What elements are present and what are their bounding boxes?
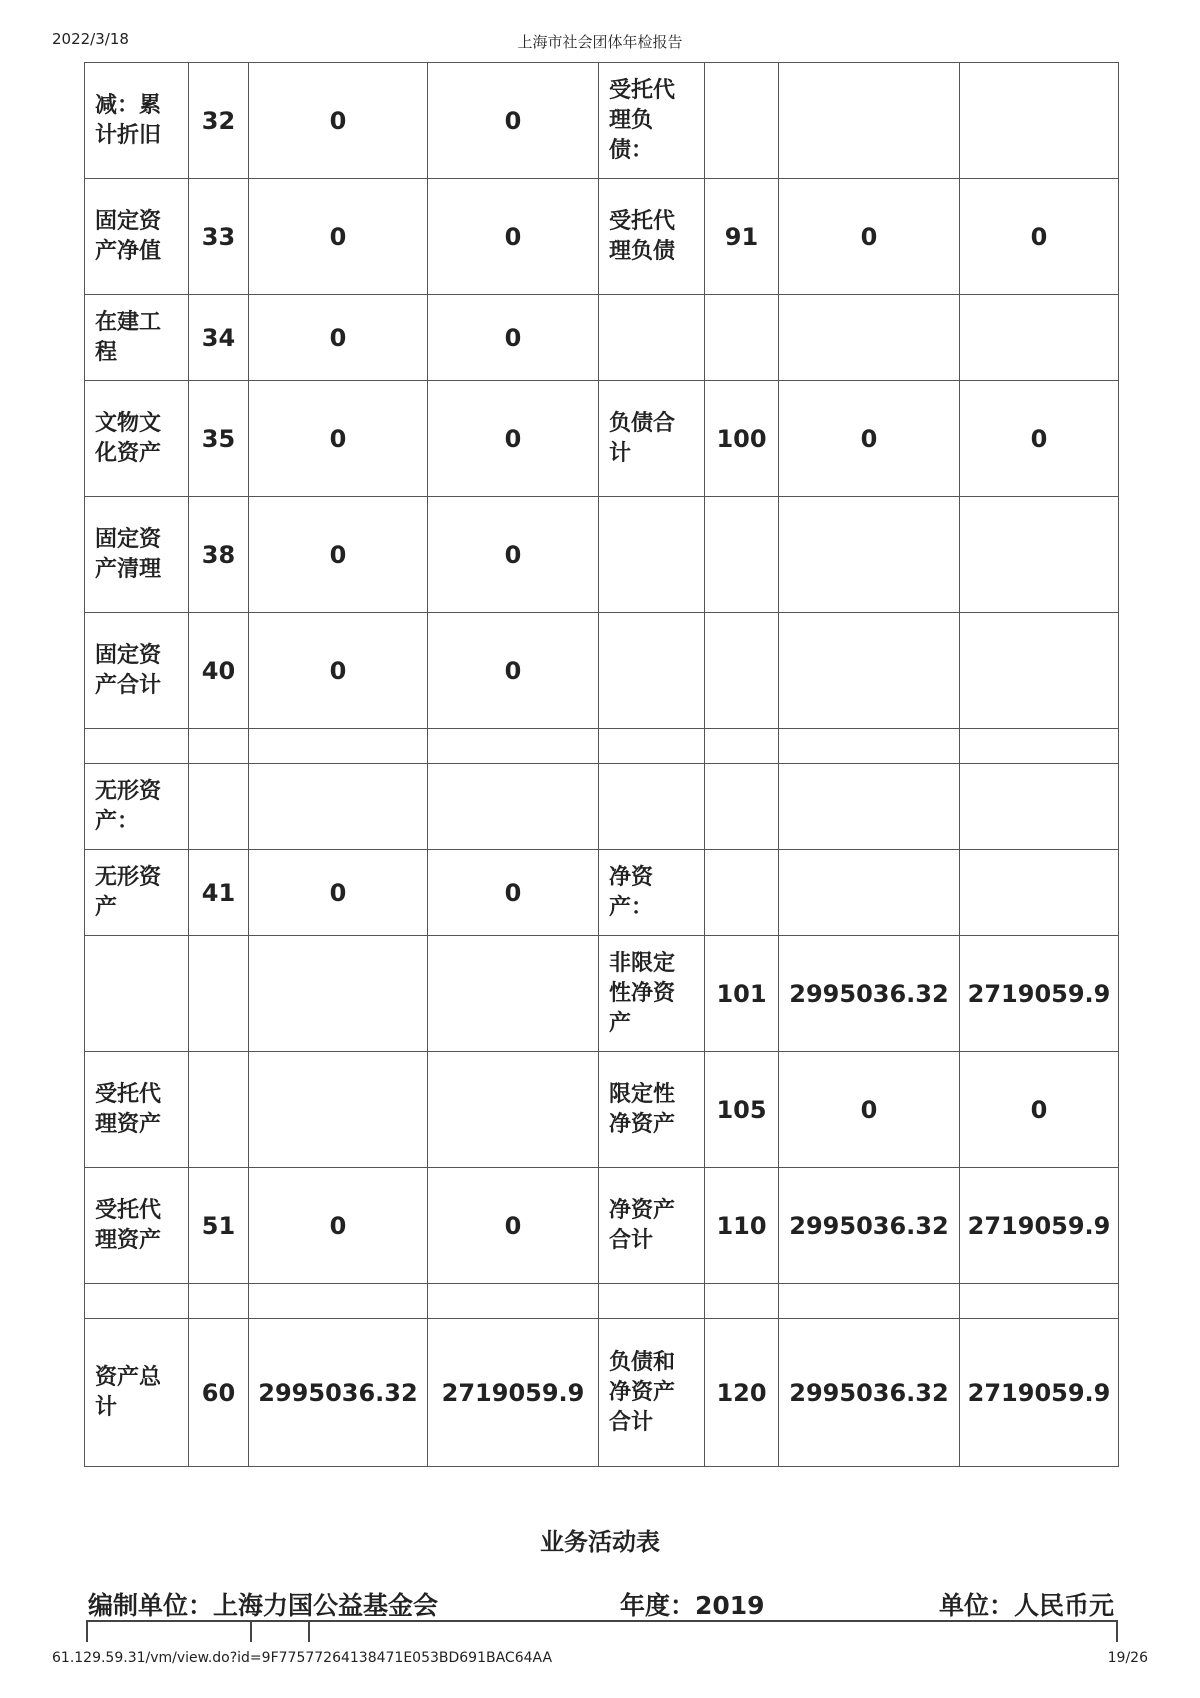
- liability-beginning-value: [960, 1284, 1119, 1319]
- asset-item-label-text: 减：累计折旧: [95, 92, 162, 148]
- liability-beginning-value: [960, 1052, 1119, 1168]
- asset-ending-value: [249, 936, 428, 1052]
- asset-item-label: [85, 850, 189, 936]
- asset-ending-value: [249, 497, 428, 613]
- asset-line-no: [189, 613, 249, 729]
- liability-line-no: [705, 381, 779, 497]
- asset-item-label: [85, 1284, 189, 1319]
- liability-item-label: [599, 295, 705, 381]
- asset-line-no-text: 33: [201, 222, 236, 251]
- table-row: [85, 497, 1119, 613]
- liability-item-label: [599, 1052, 705, 1168]
- asset-ending-value-text: 0: [329, 424, 347, 453]
- asset-item-label-text: 在建工程: [95, 309, 162, 365]
- liability-line-no: [705, 613, 779, 729]
- asset-line-no-text: 40: [201, 656, 236, 685]
- asset-item-label-text: 文物文化资产: [95, 410, 162, 466]
- asset-ending-value-text: 2995036.32: [258, 1378, 418, 1407]
- asset-item-label: [85, 1319, 189, 1467]
- liability-ending-value: [779, 63, 960, 179]
- asset-item-label: [85, 63, 189, 179]
- asset-ending-value: [249, 295, 428, 381]
- asset-beginning-value: [428, 179, 599, 295]
- liability-ending-value-text: 2995036.32: [789, 1211, 949, 1240]
- liability-item-label: [599, 1284, 705, 1319]
- asset-beginning-value-text: 0: [504, 106, 522, 135]
- document-title: 上海市社会团体年检报告: [517, 33, 683, 51]
- liability-line-no-text: 100: [716, 424, 767, 453]
- asset-beginning-value-text: 0: [504, 540, 522, 569]
- activity-table-col-divider: [308, 1620, 310, 1642]
- asset-beginning-value: [428, 613, 599, 729]
- activity-table-title: 业务活动表: [540, 1528, 660, 1556]
- liability-beginning-value-text: 2719059.9: [967, 979, 1111, 1008]
- liability-item-label: [599, 850, 705, 936]
- liability-line-no: [705, 497, 779, 613]
- liability-item-label: [599, 381, 705, 497]
- table-row: [85, 179, 1119, 295]
- liability-item-label: [599, 179, 705, 295]
- liability-ending-value: [779, 497, 960, 613]
- liability-beginning-value: [960, 729, 1119, 764]
- asset-line-no-text: 34: [201, 323, 236, 352]
- activity-table-col-divider: [1116, 1620, 1118, 1642]
- asset-ending-value: [249, 613, 428, 729]
- page-url: 61.129.59.31/vm/view.do?id=9F77577264138471E053BD691BAC64AA: [52, 1650, 553, 1666]
- asset-item-label: [85, 764, 189, 850]
- asset-beginning-value: [428, 381, 599, 497]
- asset-ending-value-text: 0: [329, 540, 347, 569]
- asset-item-label: [85, 179, 189, 295]
- asset-ending-value: [249, 63, 428, 179]
- liability-ending-value: [779, 764, 960, 850]
- liability-item-label: [599, 63, 705, 179]
- table-row: [85, 1319, 1119, 1467]
- liability-item-label: [599, 1319, 705, 1467]
- table-row: [85, 936, 1119, 1052]
- liability-item-label: [599, 497, 705, 613]
- liability-ending-value: [779, 295, 960, 381]
- asset-ending-value: [249, 1052, 428, 1168]
- asset-beginning-value: [428, 764, 599, 850]
- table-row: [85, 381, 1119, 497]
- asset-line-no: [189, 381, 249, 497]
- asset-beginning-value: [428, 850, 599, 936]
- asset-ending-value: [249, 1319, 428, 1467]
- asset-item-label: [85, 381, 189, 497]
- liability-item-label: [599, 1168, 705, 1284]
- asset-item-label-text: 无形资产：: [95, 778, 162, 834]
- liability-ending-value: [779, 1052, 960, 1168]
- liability-ending-value-text: 2995036.32: [789, 979, 949, 1008]
- liability-ending-value: [779, 850, 960, 936]
- liability-line-no: [705, 1319, 779, 1467]
- liability-line-no: [705, 1168, 779, 1284]
- asset-item-label-text: 固定资产合计: [95, 642, 162, 698]
- activity-table-top-border: [86, 1620, 1118, 1622]
- liability-item-label-text: 受托代理负债：: [609, 77, 676, 163]
- liability-line-no: [705, 1284, 779, 1319]
- liability-beginning-value: [960, 381, 1119, 497]
- asset-ending-value-text: 0: [329, 1211, 347, 1240]
- liability-ending-value: [779, 613, 960, 729]
- asset-beginning-value: [428, 1284, 599, 1319]
- asset-beginning-value-text: 0: [504, 878, 522, 907]
- asset-line-no: [189, 1168, 249, 1284]
- asset-item-label: [85, 613, 189, 729]
- asset-beginning-value: [428, 295, 599, 381]
- liability-beginning-value: [960, 295, 1119, 381]
- asset-line-no: [189, 936, 249, 1052]
- liability-beginning-value-text: 0: [1030, 1095, 1048, 1124]
- table-row: [85, 1168, 1119, 1284]
- asset-beginning-value: [428, 1168, 599, 1284]
- asset-beginning-value-text: 0: [504, 424, 522, 453]
- asset-beginning-value: [428, 63, 599, 179]
- asset-item-label: [85, 1168, 189, 1284]
- asset-line-no-text: 51: [201, 1211, 236, 1240]
- liability-beginning-value: [960, 497, 1119, 613]
- asset-beginning-value-text: 0: [504, 323, 522, 352]
- table-row: [85, 1052, 1119, 1168]
- asset-beginning-value-text: 0: [504, 222, 522, 251]
- asset-item-label: [85, 729, 189, 764]
- asset-item-label: [85, 295, 189, 381]
- page-number: 19/26: [1107, 1650, 1148, 1666]
- asset-item-label: [85, 1052, 189, 1168]
- asset-line-no: [189, 729, 249, 764]
- asset-line-no: [189, 1319, 249, 1467]
- liability-beginning-value: [960, 764, 1119, 850]
- asset-line-no: [189, 850, 249, 936]
- liability-beginning-value: [960, 1319, 1119, 1467]
- liability-item-label-text: 负债合计: [609, 410, 676, 466]
- asset-beginning-value: [428, 1052, 599, 1168]
- asset-ending-value: [249, 850, 428, 936]
- liability-beginning-value: [960, 179, 1119, 295]
- liability-item-label: [599, 764, 705, 850]
- asset-ending-value: [249, 729, 428, 764]
- asset-item-label-text: 受托代理资产: [95, 1081, 162, 1137]
- liability-beginning-value-text: 0: [1030, 424, 1048, 453]
- liability-beginning-value: [960, 1168, 1119, 1284]
- liability-item-label: [599, 936, 705, 1052]
- liability-line-no: [705, 729, 779, 764]
- asset-line-no-text: 38: [201, 540, 236, 569]
- currency-unit: 单位：人民币元: [938, 1591, 1114, 1620]
- asset-item-label: [85, 936, 189, 1052]
- asset-item-label-text: 固定资产清理: [95, 526, 162, 582]
- liability-ending-value-text: 2995036.32: [789, 1378, 949, 1407]
- liability-line-no: [705, 63, 779, 179]
- print-date: 2022/3/18: [52, 30, 129, 48]
- liability-item-label: [599, 729, 705, 764]
- asset-item-label-text: 无形资产: [95, 864, 162, 920]
- liability-line-no: [705, 850, 779, 936]
- liability-ending-value-text: 0: [860, 222, 878, 251]
- table-row: [85, 295, 1119, 381]
- asset-line-no-text: 41: [201, 878, 236, 907]
- asset-ending-value-text: 0: [329, 878, 347, 907]
- asset-item-label-text: 受托代理资产: [95, 1197, 162, 1253]
- liability-beginning-value: [960, 936, 1119, 1052]
- spacer-row: [85, 1284, 1119, 1319]
- liability-ending-value: [779, 1319, 960, 1467]
- liability-beginning-value: [960, 850, 1119, 936]
- liability-ending-value: [779, 1284, 960, 1319]
- asset-line-no: [189, 179, 249, 295]
- liability-line-no: [705, 1052, 779, 1168]
- asset-line-no-text: 32: [201, 106, 236, 135]
- table-row: [85, 63, 1119, 179]
- asset-item-label: [85, 497, 189, 613]
- table-row: [85, 613, 1119, 729]
- report-year: 年度：2019: [620, 1591, 765, 1620]
- compiling-unit: 编制单位：上海力国公益基金会: [88, 1591, 439, 1620]
- liability-item-label-text: 非限定性净资产: [609, 950, 676, 1036]
- asset-item-label-text: 固定资产净值: [95, 208, 162, 264]
- liability-item-label-text: 受托代理负债: [609, 208, 676, 264]
- liability-line-no: [705, 179, 779, 295]
- liability-beginning-value: [960, 63, 1119, 179]
- asset-line-no: [189, 1284, 249, 1319]
- asset-ending-value: [249, 179, 428, 295]
- table-row: [85, 764, 1119, 850]
- liability-line-no: [705, 764, 779, 850]
- liability-item-label-text: 净资产合计: [609, 1197, 676, 1253]
- liability-item-label: [599, 613, 705, 729]
- activity-table-col-divider: [86, 1620, 88, 1642]
- liability-line-no-text: 105: [716, 1095, 767, 1124]
- liability-line-no-text: 120: [716, 1378, 767, 1407]
- asset-beginning-value: [428, 936, 599, 1052]
- asset-item-label-text: 资产总计: [95, 1364, 162, 1420]
- liability-beginning-value-text: 2719059.9: [967, 1211, 1111, 1240]
- asset-beginning-value-text: 0: [504, 656, 522, 685]
- liability-ending-value: [779, 1168, 960, 1284]
- asset-ending-value-text: 0: [329, 656, 347, 685]
- balance-sheet-table: [84, 62, 1119, 1467]
- asset-ending-value: [249, 1168, 428, 1284]
- liability-ending-value: [779, 729, 960, 764]
- activity-table-col-divider: [250, 1620, 252, 1642]
- asset-ending-value-text: 0: [329, 222, 347, 251]
- asset-line-no: [189, 295, 249, 381]
- liability-ending-value-text: 0: [860, 1095, 878, 1124]
- asset-ending-value: [249, 1284, 428, 1319]
- asset-beginning-value: [428, 497, 599, 613]
- liability-line-no-text: 91: [724, 222, 759, 251]
- liability-line-no-text: 110: [716, 1211, 767, 1240]
- asset-line-no: [189, 63, 249, 179]
- asset-beginning-value: [428, 1319, 599, 1467]
- asset-ending-value: [249, 764, 428, 850]
- liability-line-no: [705, 936, 779, 1052]
- asset-beginning-value-text: 0: [504, 1211, 522, 1240]
- liability-ending-value: [779, 179, 960, 295]
- liability-beginning-value: [960, 613, 1119, 729]
- liability-beginning-value-text: 2719059.9: [967, 1378, 1111, 1407]
- asset-ending-value: [249, 381, 428, 497]
- table-row: [85, 850, 1119, 936]
- spacer-row: [85, 729, 1119, 764]
- asset-line-no: [189, 1052, 249, 1168]
- liability-ending-value: [779, 381, 960, 497]
- liability-item-label-text: 净资产：: [609, 864, 654, 920]
- liability-ending-value: [779, 936, 960, 1052]
- liability-item-label-text: 负债和净资产合计: [609, 1349, 676, 1435]
- asset-line-no-text: 35: [201, 424, 236, 453]
- asset-line-no: [189, 497, 249, 613]
- liability-line-no: [705, 295, 779, 381]
- liability-line-no-text: 101: [716, 979, 767, 1008]
- asset-ending-value-text: 0: [329, 323, 347, 352]
- liability-ending-value-text: 0: [860, 424, 878, 453]
- asset-line-no: [189, 764, 249, 850]
- asset-line-no-text: 60: [201, 1378, 236, 1407]
- asset-ending-value-text: 0: [329, 106, 347, 135]
- liability-item-label-text: 限定性净资产: [609, 1081, 676, 1137]
- asset-beginning-value: [428, 729, 599, 764]
- asset-beginning-value-text: 2719059.9: [441, 1378, 585, 1407]
- liability-beginning-value-text: 0: [1030, 222, 1048, 251]
